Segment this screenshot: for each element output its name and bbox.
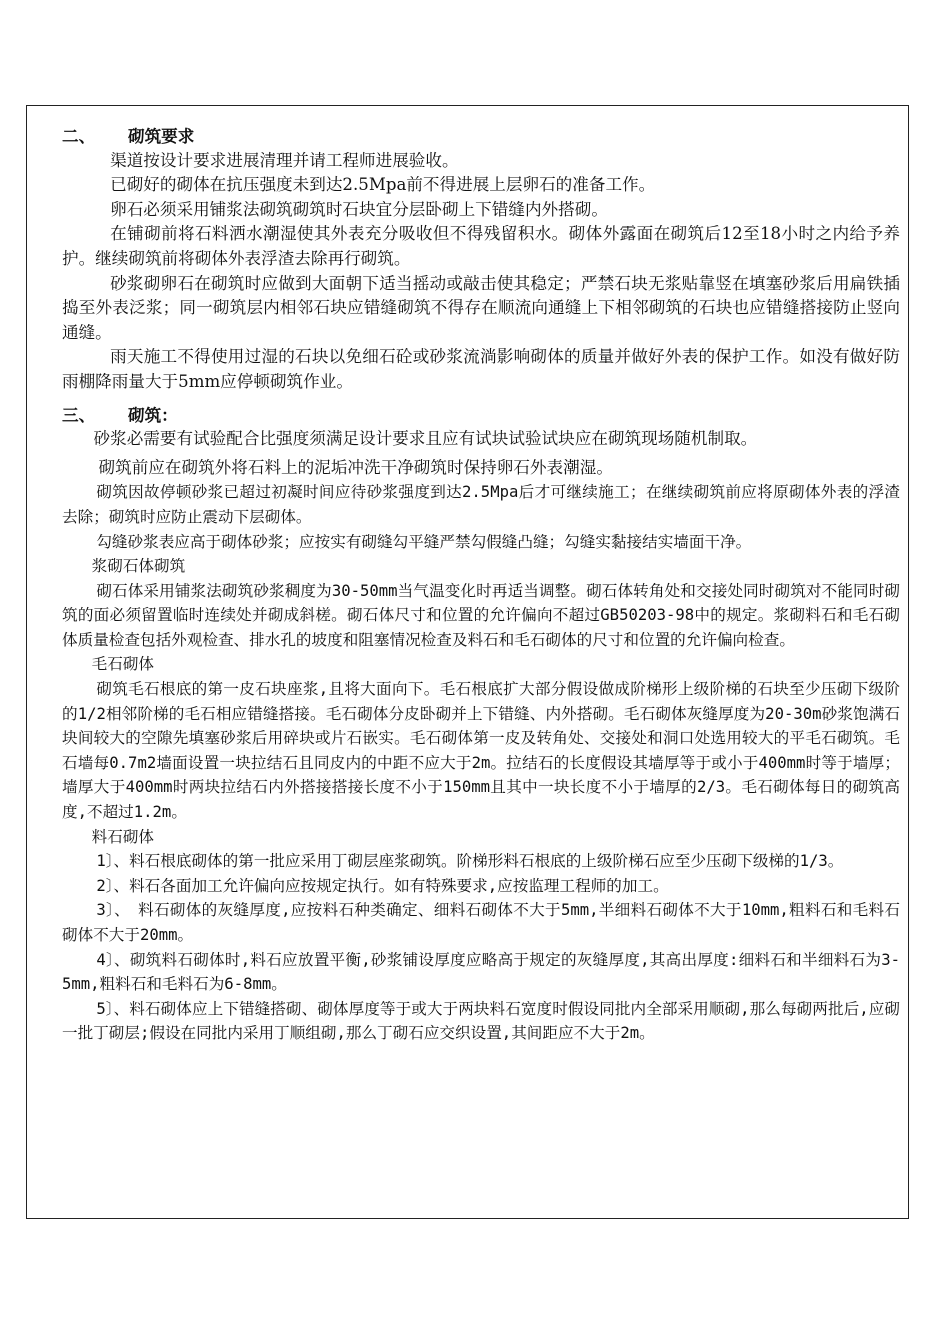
paragraph: 砌筑毛石根底的第一皮石块座浆,且将大面向下。毛石根底扩大部分假设做成阶梯形上级阶梯的石块至少压砌下级阶的1/2相邻阶梯的毛石相应错缝搭接。毛石砌体分皮卧砌并上下错缝、内外搭砌。毛石砌体灰缝厚度为20-30m砂浆饱满石块间较大的空隙先填塞砂浆后用碎块或片石嵌实。毛石砌体第一皮及转角处、交接处和洞口处选用较大的平毛石砌筑。毛石墙每0.7m2墙面设置一块拉结石且同皮内的中距不应大于2m。拉结石的长度假设其墙厚等于或小于400mm时等于墙厚；墙厚大于400mm时两块拉结石内外搭接搭接长度不小于150mm且其中一块长度不小于墙厚的2/3。毛石砌体每日的砌筑高度,不超过1.2m。: [62, 680, 900, 822]
paragraph: 砂浆必需要有试验配合比强度须满足设计要求且应有试块试验试块应在砌筑现场随机制取。: [93, 429, 758, 449]
section-3-number: 三、: [62, 404, 96, 425]
paragraph: 砌筑因故停顿砂浆已超过初凝时间应待砂浆强度到达2.5Mpa后才可继续施工；在继续砌筑前应将原砌体外表的浮渣去除；砌筑时应防止震动下层砌体。: [62, 483, 900, 526]
paragraph: 砌石体采用铺浆法砌筑砂浆稠度为30-50mm当气温变化时再适当调整。砌石体转角处和交接处同时砌筑对不能同时砌筑的面必须留置临时连续处并砌成斜槎。砌石体尺寸和位置的允许偏向不超过GB50203-98中的规定。浆砌料石和毛石砌体质量检查包括外观检查、排水孔的坡度和阻塞情况检查及料石和毛石砌体的尺寸和位置的允许偏向检查。: [62, 581, 900, 649]
paragraph: 勾缝砂浆表应高于砌体砂浆；应按实有砌缝勾平缝严禁勾假缝凸缝；勾缝实黏接结实墙面干净。: [96, 532, 752, 551]
paragraph: 已砌好的砌体在抗压强度未到达2.5Mpa前不得进展上层卵石的准备工作。: [110, 175, 656, 195]
paragraph: 渠道按设计要求进展清理并请工程师进展验收。: [110, 150, 459, 170]
section-3-heading: [62, 403, 900, 428]
section-2-number: 二、: [62, 126, 96, 146]
paragraph: 雨天施工不得使用过湿的石块以免细石砼或砂浆流淌影响砌体的质量并做好外表的保护工作。如没有做好防雨棚降雨量大于5mm应停顿砌筑作业。: [62, 347, 900, 391]
paragraph: 砂浆砌卵石在砌筑时应做到大面朝下适当摇动或敲击使其稳定；严禁石块无浆贴靠竖在填塞砂浆后用扁铁插捣至外表泛浆；同一砌筑层内相邻石块应错缝砌筑不得存在顺流向通缝上下相邻砌筑的石块也应错缝搭接防止竖向通缝。: [62, 273, 900, 342]
list-item: 4〕、砌筑料石砌体时,料石应放置平衡,砂浆铺设厚度应略高于规定的灰缝厚度,其高出厚度:细料石和半细料石为3-5mm,粗料石和毛料石为6-8mm。: [62, 950, 900, 994]
subheading: 毛石砌体: [91, 655, 155, 674]
section-3-title: 砌筑：: [128, 404, 178, 425]
paragraph: 在铺砌前将石料洒水潮湿使其外表充分吸收但不得残留积水。砌体外露面在砌筑后12至18小时之内给予养护。继续砌筑前将砌体外表浮渣去除再行砌筑。: [62, 224, 900, 268]
subheading: 料石砌体: [91, 827, 155, 846]
section-2-title: 砌筑要求: [128, 126, 195, 146]
list-item: 1〕、料石根底砌体的第一批应采用丁砌层座浆砌筑。阶梯形料石根底的上级阶梯石应至少压砌下级梯的1/3。: [96, 852, 844, 871]
document-body: [62, 124, 900, 1046]
list-item: 2〕、料石各面加工允许偏向应按规定执行。如有特殊要求,应按监理工程师的加工。: [96, 876, 669, 895]
list-item: 3〕、 料石砌体的灰缝厚度,应按料石种类确定、细料石砌体不大于5mm,半细料石砌体不大于10mm,粗料石和毛料石砌体不大于20mm。: [62, 901, 900, 944]
paragraph: 卵石必须采用铺浆法砌筑砌筑时石块宜分层卧砌上下错缝内外搭砌。: [110, 199, 608, 219]
subheading: 浆砌石体砌筑: [91, 557, 186, 576]
paragraph: 砌筑前应在砌筑外将石料上的泥垢冲洗干净砌筑时保持卵石外表潮湿。: [98, 457, 613, 477]
section-2-heading: [62, 124, 900, 149]
list-item: 5〕、料石砌体应上下错缝搭砌、砌体厚度等于或大于两块料石宽度时假设同批内全部采用顺砌,那么每砌两批后,应砌一批丁砌层;假设在同批内采用丁顺组砌,那么丁砌石应交织设置,其间距应不大于2m。: [62, 999, 900, 1043]
